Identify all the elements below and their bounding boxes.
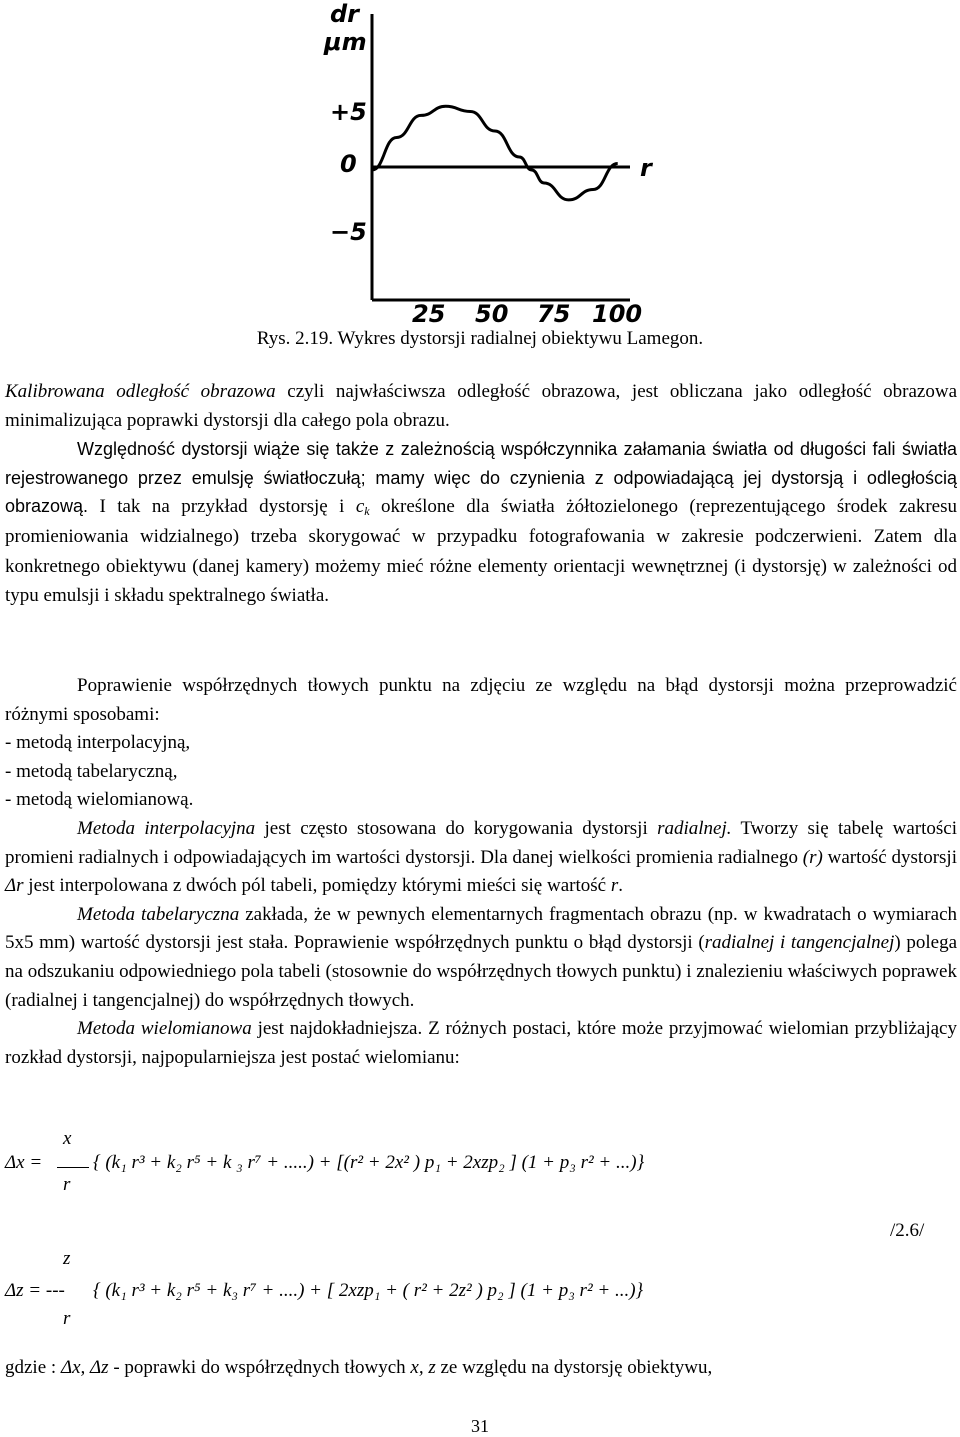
symbol-xz: x, z (410, 1357, 436, 1378)
paragraph-text: . (618, 875, 623, 897)
formula-x-lhs: Δx = (5, 1152, 43, 1173)
paragraph-text: Tworzy się tabelę wartości promieni radialnych i odpowiadających im wartości dystorsji. (5, 817, 958, 868)
formula-z-lhs: Δz = --- (5, 1280, 65, 1301)
term-radial-tangential: radialnej i tangencjalnej (704, 932, 895, 954)
paragraph-text: jest często stosowana do korygowania dystorsji (255, 817, 658, 839)
formula-z-numerator: z (63, 1248, 71, 1269)
term-interpolation-method: Metoda interpolacyjna (77, 817, 256, 839)
paragraph-interpolation-method (5, 815, 957, 901)
paragraph-text: Dla danej wielkości promienia radialnego (475, 846, 803, 868)
paragraph-text: określone dla światła żółtozielonego (reprezentującego środek zakresu promieniowania widzialnego) trzeba skorygować w przypadku fotografowania w zakresie podczerwieni. (5, 496, 957, 547)
distortion-chart (300, 0, 660, 325)
paragraph-tabular-method (5, 901, 957, 1015)
symbol-delta-xz: Δx, Δz (60, 1357, 109, 1378)
paragraph-text: zakłada, że w pewnych elementarnych fragmentach obrazu (np. w kwadratach o wymiarach 5x5 mm) wartość dystorsji jest stała. (5, 903, 957, 954)
paragraph-text: czyli najwłaściwsza odległość obrazowa, jest obliczana jako odległość obrazowa minimalizująca poprawki dystorsji dla całego pola obrazu. (5, 381, 958, 431)
paragraph-text: ze względu na dystorsję obiektywu, (435, 1357, 713, 1378)
formula-x-denominator: r (63, 1174, 71, 1195)
paragraph-correction-methods: Poprawienie współrzędnych tłowych punktu na zdjęciu ze względu na błąd dystorsji można przeprowadzić różnymi sposobami: (5, 675, 957, 725)
method-list-item: - metodą wielomianową. (5, 789, 194, 811)
symbol-r: r (610, 875, 619, 897)
formula-x-rhs: { (k₁ r³ + k₂ r⁵ + k ₃ r⁷ + .....) + [(r² + 2x² ) p₁ + 2xzp₂ ] (1 + p₃ r² + ...)} (93, 1152, 645, 1173)
formula-z-rhs: { (k₁ r³ + k₂ r⁵ + k₃ r⁷ + ....) + [ 2xzp₁ + ( r² + 2z² ) p₂ ] (1 + p₃ r² + ...)} (93, 1280, 644, 1301)
term-radial: radialnej. (657, 817, 732, 839)
formula-2-6 (5, 1128, 957, 1350)
paragraph-text: ) polega na odszukaniu odpowiedniego pola tabeli (stosownie do współrzędnych tłowych punktu) i znalezieniu właściwych poprawek (radialnej i tangencjalnej) do współrzędnych tłowych. (5, 932, 957, 1011)
page-number: 31 (471, 1416, 489, 1436)
formula-delta-z (5, 1280, 643, 1302)
paragraph-distortion-relativity (5, 435, 957, 611)
paragraph-text: gdzie : (5, 1357, 61, 1378)
paragraph-text: jest najdokładniejsza. (251, 1018, 423, 1040)
symbol-ck-sub: k (364, 504, 370, 519)
method-list-item: - metodą interpolacyjną, (5, 732, 191, 754)
distortion-curve (372, 106, 618, 200)
paragraph-text: Względność dystorsji wiąże się także z zależnością współczynnika załamania światła od długości fali światła rejestrowanego przez emulsję światłoczułą; mamy więc do czynienia z odpowiadającą jej dystorsją i odległością obrazową. (5, 439, 957, 517)
figure-caption: Rys. 2.19. Wykres dystorsji radialnej obiektywu Lamegon. (256, 328, 704, 349)
formula-delta-x (5, 1152, 644, 1174)
x-tick-label-50: 50 (475, 300, 509, 325)
paragraph-text: I tak na przykład dystorsję i (88, 496, 356, 518)
body-text-top (5, 378, 957, 611)
x-tick-label-25: 25 (412, 300, 446, 325)
symbol-delta-r: Δr (5, 875, 24, 897)
paragraph-text: jest interpolowana z dwóch pól tabeli, pomiędzy którymi mieści się wartość (23, 875, 611, 897)
paragraph-text: Z różnych postaci, które może przyjmować wielomian przybliżający rozkład dystorsji, najpopularniejsza jest postać wielomianu: (5, 1018, 957, 1068)
term-tabular-method: Metoda tabelaryczna (77, 903, 240, 925)
y-tick-label-0: 0 (340, 150, 357, 178)
y-axis-label-top: dr (330, 0, 360, 28)
formula-number: /2.6/ (890, 1220, 925, 1241)
paragraph-text: Zatem dla konkretnego obiektywu (danej kamery) możemy mieć różne elementy orientacji wewnętrznej (i dystorsję) w zależności od typu emulsji i składu spektralnego światła. (5, 525, 957, 607)
x-tick-label-100: 100 (592, 300, 643, 325)
y-tick-label-minus5: −5 (330, 218, 367, 246)
paragraph-where (5, 1354, 957, 1383)
paragraph-calibrated-distance (5, 378, 957, 435)
term-polynomial-method: Metoda wielomianowa (77, 1018, 252, 1040)
method-list-item: - metodą tabelaryczną, (5, 760, 178, 782)
paragraph-text: Poprawienie współrzędnych punktu o błąd dystorsji ( (288, 932, 705, 954)
paragraph-polynomial-method (5, 1015, 957, 1072)
body-text-methods (5, 672, 957, 1072)
symbol-ck: c (355, 496, 365, 518)
formula-x-numerator: x (63, 1128, 72, 1149)
x-tick-label-75: 75 (537, 300, 571, 325)
formula-z-denominator: r (63, 1308, 71, 1329)
body-text-gdzie (5, 1354, 957, 1383)
y-axis-label-unit: μm (324, 28, 367, 56)
y-tick-label-plus5: +5 (330, 98, 367, 126)
distortion-figure (300, 0, 660, 325)
symbol-r-paren: (r) (802, 846, 823, 868)
x-axis-label: r (640, 154, 652, 182)
term-calibrated-distance: Kalibrowana odległość obrazowa (5, 381, 276, 402)
paragraph-text: - poprawki do współrzędnych tłowych (108, 1357, 411, 1378)
paragraph-text: wartość dystorsji (822, 846, 957, 868)
